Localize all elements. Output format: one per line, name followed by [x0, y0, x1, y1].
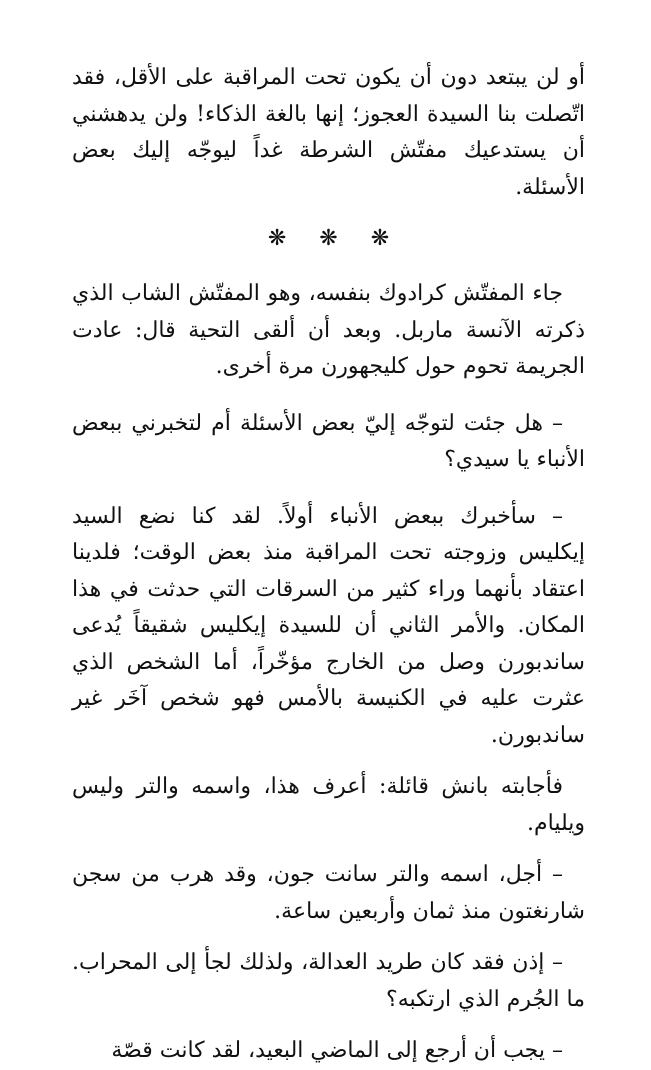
paragraph-7: – إذن فقد كان طريد العدالة، ولذلك لجأ إلى المحراب. ما الجُرم الذي ارتكبه؟ [72, 950, 585, 1012]
section-separator [72, 224, 585, 254]
separator-star-icon: ❋ [370, 226, 390, 251]
paragraph-4: – سأخبرك ببعض الأنباء أولاً. لقد كنا نضع السيد إيكليس وزوجته تحت المراقبة منذ بعض الوقت؛ فلدينا اعتقاد بأنهما وراء كثير من السرقات التي حدثت في هذا المكان. والأمر الثاني أن للسيدة إيكليس شقيقاً يُدعى ساندبورن وصل من الخارج مؤخّراً، أما الشخص الذي عثرت عليه في الكنيسة بالأمس فهو شخص آخَر غير ساندبورن. [72, 503, 585, 748]
paragraph-6: – أجل، اسمه والتر سانت جون، وقد هرب من سجن شارنغتون منذ ثمان وأربعين ساعة. [72, 862, 585, 924]
separator-star-icon: ❋ [319, 226, 338, 251]
paragraph-2: جاء المفتّش كرادوك بنفسه، وهو المفتّش الشاب الذي ذكرته الآنسة ماربل. وبعد أن ألقى التحية قال: عادت الجريمة تحوم حول كليجهورن مرة أخرى. [72, 281, 585, 379]
separator-star-icon: ❋ [267, 226, 287, 251]
paragraph-8: – يجب أن أرجع إلى الماضي البعيد، لقد كانت قصّة [111, 1038, 563, 1063]
paragraph-1: أو لن يبتعد دون أن يكون تحت المراقبة على الأقل، فقد اتّصلت بنا السيدة العجوز؛ إنها بالغة الذكاء! ولن يدهشني أن يستدعيك مفتّش الشرطة غداً ليوجّه إليك بعض الأسئلة. [72, 65, 585, 200]
paragraph-5: فأجابته بانش قائلة: أعرف هذا، واسمه والتر وليس ويليام. [72, 774, 585, 836]
paragraph-3: – هل جئت لتوجّه إليّ بعض الأسئلة أم لتخبرني ببعض الأنباء يا سيدي؟ [72, 410, 585, 472]
